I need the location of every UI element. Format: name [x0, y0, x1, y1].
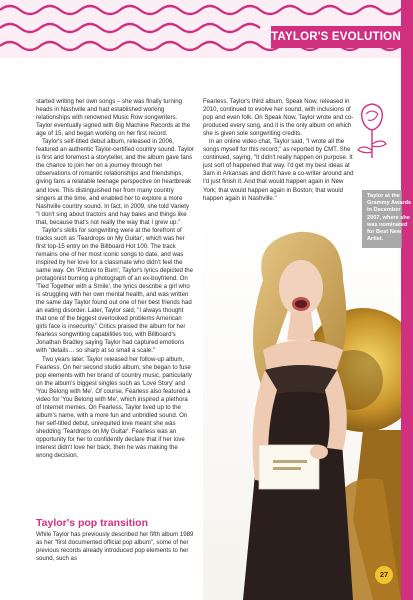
- paragraph: Taylor's skills for songwriting were at the forefront of tracks such as 'Teardrops on My Guitar', which was her first top-15 entry on the Billboard Hot 100. The track remains one of her most iconic songs to date, and was inspired by her love for a classmate who didn't feel the same way. On 'Picture to Burn', Taylor's lyrics depicted the protagonist burning a photograph of an ex-boyfriend. On 'Tied Together with a Smile', the lyrics describe a girl who is struggling with her own mental health, and was written the same day Taylor found out one of her best friends had an eating disorder. Later, Taylor said, "I always thought that one of the biggest overlooked problems American girls face is insecurity." Critics praised the album for her fearless songwriting capabilities too, with Billboard's Jonathan Bradley saying Taylor had captured emotions with "details… so sharp at so small a scale.": [36, 226, 194, 355]
- page-number: 27: [375, 566, 393, 584]
- article-left-column-bottom: [36, 531, 194, 563]
- article-left-column: [36, 98, 194, 460]
- paragraph: Taylor's self-titled debut album, released in 2006, featured an authentic Taylor-certified country sound. Taylor is first and foremost a storyteller, and the album gave fans the chance to join her on a journey through her observations of romantic relationships and friendships, giving fans a relatable teenage perspective on heartbreak and love. This distinguished her from many country singers at the time, and enabled her to explore a more Nashville country sound. In fact, in 2009, she told Variety "I don't sing about tractors and hay bales and things like that, because that's not really the way that I grew up.": [36, 138, 194, 226]
- photo-caption: Taylor at the Grammy Awards in December 2007, where she was nominated for Best New Artist.: [367, 193, 412, 243]
- paragraph: In an online video chat, Taylor said, "I wrote all the songs myself for this record," as reported by CMT. She continued, saying, "It didn't really happen on purpose. It just sort of happened that way. I'd get my best ideas at 3am in Arkansas and didn't have a co-writer around and I'd just finish it. And that would happen again in New York; that would happen again in Boston; that would happen again in Nashville.": [203, 138, 354, 202]
- section-title: TAYLOR'S EVOLUTION: [271, 26, 401, 48]
- paragraph: While Taylor has previously described her fifth album 1989 as her "first documented official pop album", some of her previous records already introduced pop elements to her sound, such as: [36, 531, 194, 563]
- article-right-column: [203, 98, 355, 203]
- rose-illustration-icon: [352, 100, 392, 160]
- photo-taylor-grammys: [203, 220, 401, 600]
- subheading: Taylor's pop transition: [36, 517, 148, 529]
- right-accent-strip: [401, 0, 413, 600]
- paragraph: Two years later, Taylor released her follow-up album, Fearless. On her second studio album, she began to fuse pop elements with her brand of country music, particularly on the album's biggest singles such as 'Love Story' and 'You Belong with Me'. Of course, Fearless also featured a video for 'You Belong with Me', which inspired a plethora of Internet memes. On Fearless, Taylor lived up to the album's name, with a more fun and unbridled sound. On her self-titled debut, unrequited love meant she was shedding 'Teardrops on My Guitar'. Fearless was an opportunity for her to confidently declare that if her love interest didn't love her back, then he was making the wrong decision.: [36, 355, 192, 460]
- paragraph: started writing her own songs – she was finally turning heads in Nashville and had established working relationships with renowned Music Row songwriters. Taylor eventually signed with Big Machine Records at the age of 15, and began working on her first record.: [36, 98, 191, 138]
- paragraph: Fearless. Taylor's third album, Speak Now, released in 2010, continued to evolve her sound, with inclusions of pop and even folk. On Speak Now, Taylor wrote and co-produced every song, and it is the only album on which she is given sole songwriting credits.: [203, 98, 354, 138]
